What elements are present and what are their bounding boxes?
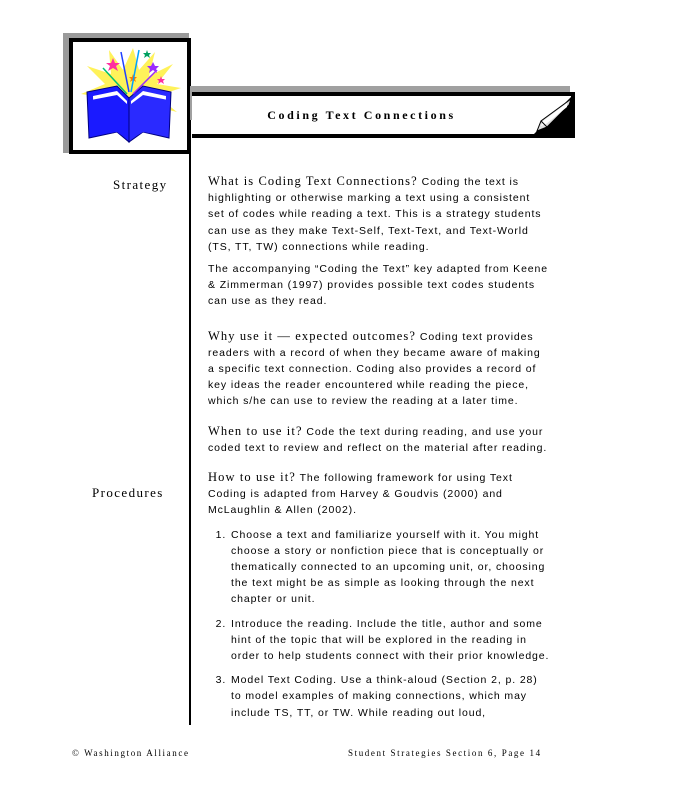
how-question: How to use it? bbox=[208, 470, 296, 485]
how-paragraph bbox=[208, 469, 550, 519]
procedure-steps bbox=[208, 527, 550, 721]
pen-nib-icon bbox=[527, 93, 575, 135]
why-text: Coding text provides readers with a record of when they became aware of making a specific text connection. Coding also provides a record of key ideas the reader encountered while reading the piece, which s/he can use to review the reading at a later time. bbox=[208, 330, 541, 408]
what-paragraph bbox=[208, 173, 550, 255]
why-paragraph bbox=[208, 328, 550, 410]
what-text: Coding the text is highlighting or otherwise marking a text using a consistent set of codes while reading a text. This is a strategy students can use as they make Text-Self, Text-Text, and Text-World (TS, TT, TW) connections while reading. bbox=[208, 176, 542, 253]
header-banner bbox=[192, 92, 575, 138]
footer-copyright: © Washington Alliance bbox=[72, 748, 190, 758]
procedures-label: Procedures bbox=[92, 485, 164, 500]
when-text: Code the text during reading, and use your coded text to review and reflect on the material after reading. bbox=[208, 425, 548, 454]
procedure-step: 3. Model Text Coding. Use a think-aloud (Section 2, p. 28) to model examples of making connections, which may include TS, TT, or TW. While reading out loud, bbox=[230, 672, 550, 721]
strategy-label: Strategy bbox=[113, 177, 168, 192]
accompanying-paragraph: The accompanying “Coding the Text” key adapted from Keene & Zimmerman (1997) provides possible text codes students can use as they read. bbox=[208, 263, 549, 308]
what-question: What is Coding Text Connections? bbox=[208, 174, 418, 188]
logo bbox=[69, 38, 191, 154]
when-question: When to use it? bbox=[208, 423, 303, 438]
when-paragraph bbox=[208, 423, 550, 456]
margin-rule bbox=[189, 153, 191, 725]
open-book-stars-icon bbox=[73, 42, 187, 150]
procedure-step: 2. Introduce the reading. Include the title, author and some hint of the topic that will be explored in the reading in order to help students connect with their prior knowledge. bbox=[230, 616, 550, 665]
footer-page-info: Student Strategies Section 6, Page 14 bbox=[348, 748, 542, 758]
procedure-step: 1. Choose a text and familiarize yourself with it. You might choose a story or nonfiction piece that is conceptually or thematically connected to an upcoming unit, or, choosing the text might be as simple as looking through the next chapter or unit. bbox=[230, 527, 550, 608]
page-title: Coding Text Connections bbox=[267, 107, 456, 122]
main-content bbox=[208, 173, 550, 729]
how-text: The following framework for using Text Coding is adapted from Harvey & Goudvis (2000) and McLaughlin & Allen (2002). bbox=[208, 472, 513, 517]
why-question: Why use it — expected outcomes? bbox=[208, 328, 417, 343]
